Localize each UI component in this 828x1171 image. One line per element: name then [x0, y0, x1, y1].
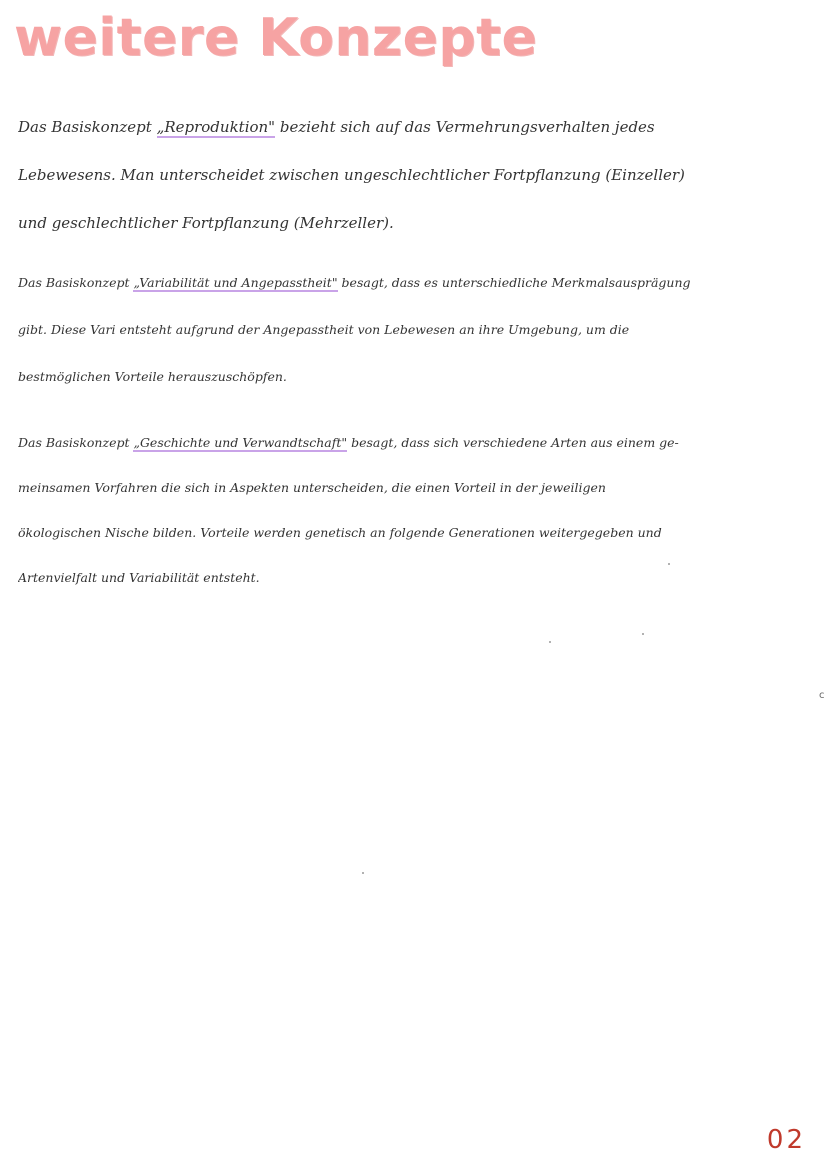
text-line — [18, 112, 808, 160]
text-line: meinsamen Vorfahren die sich in Aspekten unterscheiden, die einen Vorteil in der jeweiligen — [18, 480, 606, 495]
ink-speck — [549, 641, 551, 643]
paragraph-geschichte — [18, 428, 808, 608]
ink-speck — [362, 872, 364, 874]
page-title: weitere Konzepte — [14, 8, 538, 68]
line-text: Das Basiskonzept — [18, 118, 157, 136]
text-line: Artenvielfalt und Variabilität entsteht. — [18, 570, 260, 585]
text-line — [18, 428, 808, 473]
text-line: gibt. Diese Vari entsteht aufgrund der Angepasstheit von Lebewesen an ihre Umgebung, um die — [18, 322, 630, 337]
paragraph-variabilitaet — [18, 268, 808, 409]
text-line: Lebewesens. Man unterscheidet zwischen ungeschlechtlicher Fortpflanzung (Einzeller) — [18, 166, 685, 184]
text-line: bestmöglichen Vorteile herauszuschöpfen. — [18, 369, 287, 384]
ink-speck — [668, 563, 670, 565]
highlighted-term: „Variabilität und Angepasstheit" — [133, 275, 338, 290]
line-text: Das Basiskonzept — [18, 435, 134, 450]
ink-speck — [642, 633, 644, 635]
highlighted-term: „Reproduktion" — [156, 118, 276, 136]
line-text: Das Basiskonzept — [18, 275, 134, 290]
line-text: besagt, dass es unterschiedliche Merkmalsausprägung — [337, 275, 691, 290]
stray-mark: c — [819, 690, 825, 701]
text-line — [18, 268, 808, 315]
line-text: besagt, dass sich verschiedene Arten aus einem ge- — [347, 435, 679, 450]
line-text: bezieht sich auf das Vermehrungsverhalten jedes — [275, 118, 655, 136]
page-number: 02 — [766, 1125, 806, 1155]
text-line: ökologischen Nische bilden. Vorteile werden genetisch an folgende Generationen weitergegeben und — [18, 525, 662, 540]
text-line: und geschlechtlicher Fortpflanzung (Mehrzeller). — [18, 214, 394, 232]
paragraph-reproduktion — [18, 112, 808, 256]
highlighted-term: „Geschichte und Verwandtschaft" — [133, 435, 348, 450]
